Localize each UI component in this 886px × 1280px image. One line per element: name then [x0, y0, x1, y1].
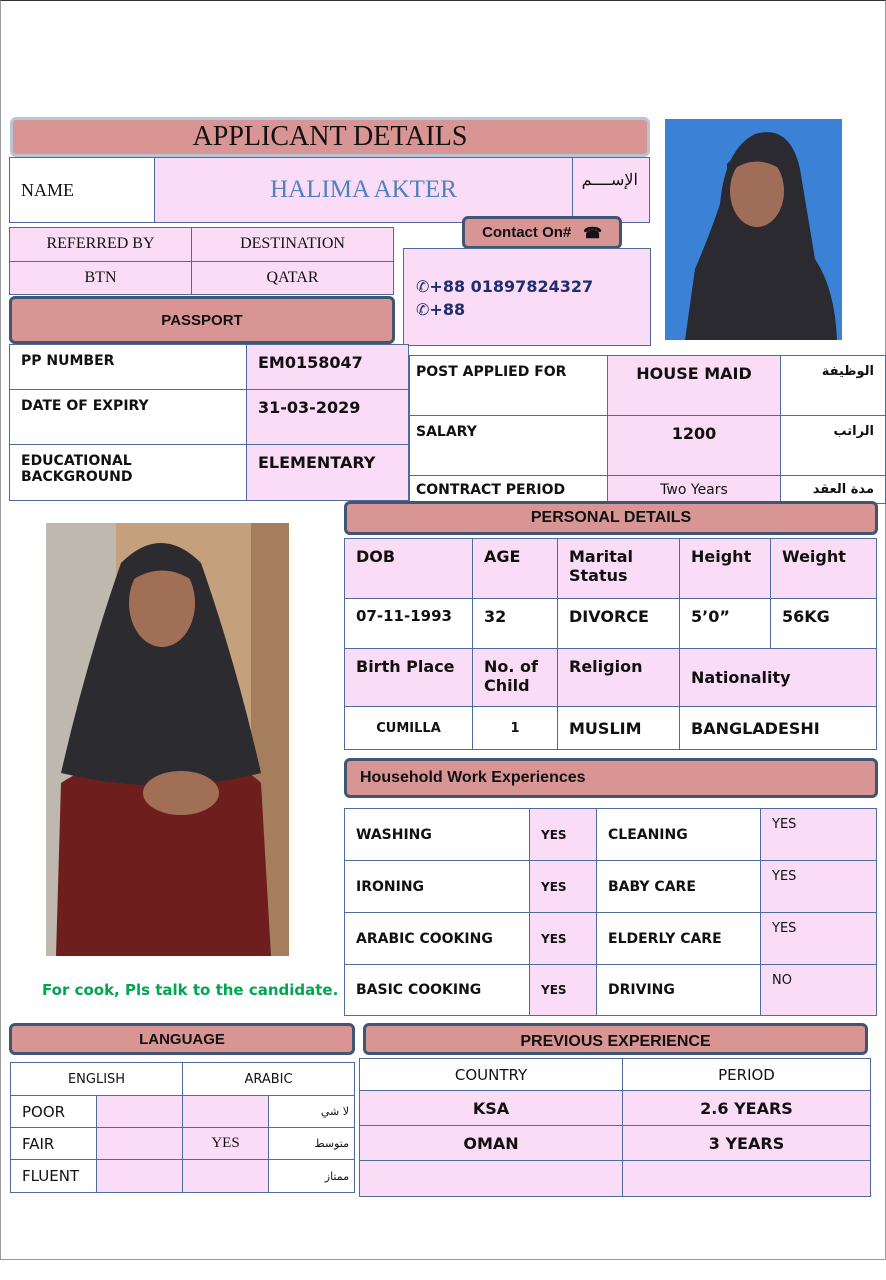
cook-note: For cook, Pls talk to the candidate. — [42, 981, 339, 999]
referred-by-label: REFERRED BY — [10, 228, 192, 262]
phone-icon: ☎ — [583, 224, 602, 242]
skill-basic-cooking-value: YES — [530, 965, 597, 1016]
period-header: PERIOD — [623, 1059, 871, 1091]
job-table — [409, 355, 886, 504]
post-arabic-label: الوظيفة — [781, 356, 886, 416]
skill-ironing-value: YES — [530, 861, 597, 913]
nationality-value: BANGLADESHI — [680, 707, 877, 750]
prev-period-1: 2.6 YEARS — [623, 1091, 871, 1126]
contact-phone-2: ✆+88 — [416, 300, 466, 319]
skill-elderly-care-value: YES — [761, 913, 877, 965]
page-title: APPLICANT DETAILS — [10, 117, 650, 157]
skill-basic-cooking: BASIC COOKING — [345, 965, 530, 1016]
dob-header: DOB — [345, 539, 473, 599]
lang-level-fluent: FLUENT — [11, 1160, 97, 1193]
salary-label: SALARY — [410, 416, 608, 476]
contact-box — [403, 248, 651, 346]
expiry-label: DATE OF EXPIRY — [10, 390, 247, 445]
salary-value: 1200 — [608, 416, 781, 476]
prev-country-2: OMAN — [360, 1126, 623, 1161]
lang-fluent-english — [97, 1160, 183, 1193]
skill-washing-value: YES — [530, 809, 597, 861]
skill-cleaning: CLEANING — [597, 809, 761, 861]
lang-level-poor: POOR — [11, 1096, 97, 1128]
portrait-image — [665, 119, 842, 340]
referred-by-value: BTN — [10, 261, 192, 295]
destination-label: DESTINATION — [192, 228, 394, 262]
passport-header: PASSPORT — [9, 296, 395, 344]
prev-period-2: 3 YEARS — [623, 1126, 871, 1161]
education-label: EDUCATIONAL BACKGROUND — [10, 445, 247, 501]
lang-poor-english — [97, 1096, 183, 1128]
referral-table — [9, 227, 394, 295]
lang-poor-ar-label: لا شي — [269, 1096, 355, 1128]
passport-table — [9, 344, 409, 501]
pp-number-label: PP NUMBER — [10, 345, 247, 390]
lang-fair-english — [97, 1128, 183, 1160]
lang-fair-arabic: YES — [183, 1128, 269, 1160]
previous-experience-header: PREVIOUS EXPERIENCE — [363, 1023, 868, 1055]
lang-poor-arabic — [183, 1096, 269, 1128]
salary-arabic-label: الراتب — [781, 416, 886, 476]
language-table — [10, 1062, 355, 1193]
lang-level-fair: FAIR — [11, 1128, 97, 1160]
contact-phone-1: ✆+88 01897824327 — [416, 277, 594, 296]
child-count-value: 1 — [473, 707, 558, 750]
full-photo-image — [46, 523, 289, 956]
lang-fluent-ar-label: ممتاز — [269, 1160, 355, 1193]
destination-value: QATAR — [192, 261, 394, 295]
language-header: LANGUAGE — [9, 1023, 355, 1055]
religion-value: MUSLIM — [558, 707, 680, 750]
contact-title: Contact On# — [482, 224, 572, 241]
skill-washing: WASHING — [345, 809, 530, 861]
household-table — [344, 808, 877, 1016]
personal-details-header: PERSONAL DETAILS — [344, 501, 878, 535]
lang-fair-ar-label: متوسط — [269, 1128, 355, 1160]
birth-place-value: CUMILLA — [345, 707, 473, 750]
language-english-header: ENGLISH — [11, 1063, 183, 1096]
skill-arabic-cooking-value: YES — [530, 913, 597, 965]
contact-header — [462, 216, 622, 249]
post-value: HOUSE MAID — [608, 356, 781, 416]
birth-place-header: Birth Place — [345, 649, 473, 707]
prev-country-3 — [360, 1161, 623, 1197]
skill-driving-value: NO — [761, 965, 877, 1016]
skill-ironing: IRONING — [345, 861, 530, 913]
height-header: Height — [680, 539, 771, 599]
name-arabic-label: الإســــم — [573, 158, 650, 223]
weight-value: 56KG — [771, 599, 877, 649]
skill-baby-care-value: YES — [761, 861, 877, 913]
skill-driving: DRIVING — [597, 965, 761, 1016]
child-count-header: No. of Child — [473, 649, 558, 707]
marital-status-header: Marital Status — [558, 539, 680, 599]
skill-cleaning-value: YES — [761, 809, 877, 861]
language-arabic-header: ARABIC — [183, 1063, 355, 1096]
skill-baby-care: BABY CARE — [597, 861, 761, 913]
prev-period-3 — [623, 1161, 871, 1197]
name-label: NAME — [10, 158, 155, 223]
contract-value: Two Years — [608, 476, 781, 504]
nationality-header: Nationality — [680, 649, 877, 707]
country-header: COUNTRY — [360, 1059, 623, 1091]
applicant-portrait-photo — [665, 119, 842, 340]
name-table — [9, 157, 650, 223]
dob-value: 07-11-1993 — [345, 599, 473, 649]
skill-elderly-care: ELDERLY CARE — [597, 913, 761, 965]
religion-header: Religion — [558, 649, 680, 707]
lang-fluent-arabic — [183, 1160, 269, 1193]
education-value: ELEMENTARY — [247, 445, 409, 501]
pp-number-value: EM0158047 — [247, 345, 409, 390]
weight-header: Weight — [771, 539, 877, 599]
applicant-full-photo — [46, 523, 289, 956]
marital-status-value: DIVORCE — [558, 599, 680, 649]
prev-country-1: KSA — [360, 1091, 623, 1126]
contract-arabic-label: مدة العقد — [781, 476, 886, 504]
age-value: 32 — [473, 599, 558, 649]
contract-label: CONTRACT PERIOD — [410, 476, 608, 504]
post-label: POST APPLIED FOR — [410, 356, 608, 416]
household-header: Household Work Experiences — [344, 758, 878, 798]
expiry-value: 31-03-2029 — [247, 390, 409, 445]
skill-arabic-cooking: ARABIC COOKING — [345, 913, 530, 965]
age-header: AGE — [473, 539, 558, 599]
applicant-name: HALIMA AKTER — [155, 158, 573, 223]
personal-table — [344, 538, 877, 750]
previous-experience-table — [359, 1058, 871, 1197]
height-value: 5’0” — [680, 599, 771, 649]
